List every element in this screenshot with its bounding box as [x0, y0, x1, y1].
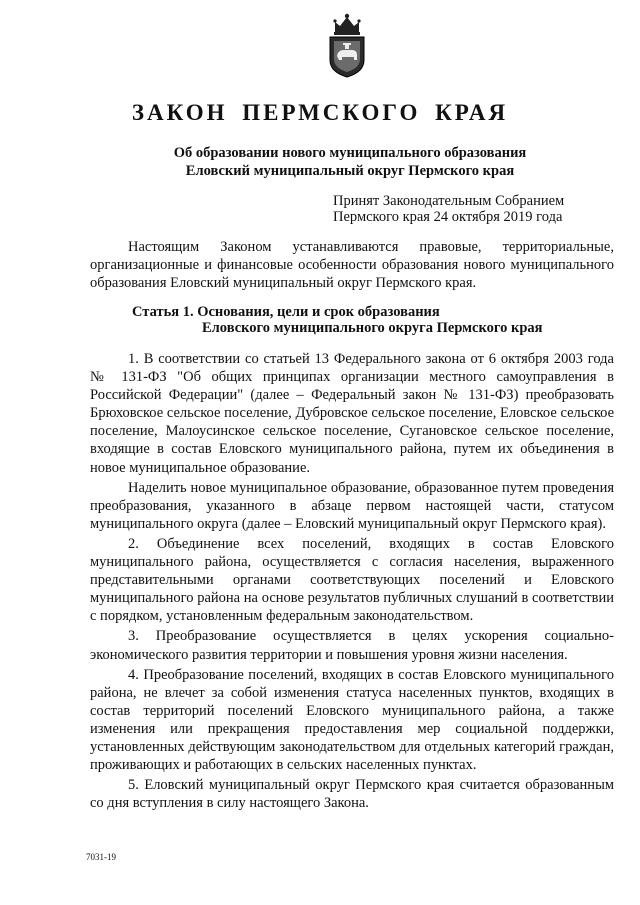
article-paragraph: 4. Преобразование поселений, входящих в состав Еловского муниципального района, не влечет за собой изменения статуса населенных пунктов, входящих в состав территорий поселений Еловского муниципального района, а также изменения или прекращения предоставления мер социальной поддержки, установленных действующим законодательством для отдельных категорий граждан, проживающих и работающих в сельских населенных пунктах. — [90, 666, 614, 774]
adoption-line: Пермского края 24 октября 2019 года — [333, 209, 563, 225]
article-heading — [132, 304, 543, 336]
preamble-paragraph: Настоящим Законом устанавливаются правовые, территориальные, организационные и финансовые особенности образования нового муниципального образования Еловский муниципальный округ Пермского края. — [90, 239, 614, 292]
subtitle-line: Еловский муниципальный округ Пермского края — [185, 163, 515, 179]
article-paragraph: 2. Объединение всех поселений, входящих в состав Еловского муниципального района, осуществляется с согласия населения, выраженного представительными органами соответствующих поселений и Еловского муниципального района на основе результатов публичных слушаний в соответствии с порядком, установленным федеральным законодательством. — [90, 535, 614, 625]
law-subtitle — [130, 144, 570, 180]
article-paragraph: 1. В соответствии со статьей 13 Федерального закона от 6 октября 2003 года № 131-ФЗ "Об общих принципах организации местного самоуправления в Российской Федерации" (далее – Федеральный закон № 131-ФЗ) преобразовать Брюховское сельское поселение, Дубровское сельское поселение, Еловское сельское поселение, Малоусинское сельское поселение, Сугановское сельское поселение, входящие в состав Еловского муниципального района, путем их объединения в новое муниципальное образование. — [90, 351, 614, 476]
law-title: ЗАКОН ПЕРМСКОГО КРАЯ — [131, 100, 509, 125]
document-code: 7031-19 — [86, 852, 116, 862]
article-heading-line: Статья 1. Основания, цели и срок образования — [132, 304, 440, 320]
article-paragraph: 3. Преобразование осуществляется в целях ускорения социально-экономического развития территории и повышения уровня жизни населения. — [90, 628, 614, 663]
perm-krai-coat-of-arms-icon — [326, 12, 368, 80]
article-paragraph: 5. Еловский муниципальный округ Пермского края считается образованным со дня вступления в силу настоящего Закона. — [90, 777, 614, 812]
subtitle-line: Об образовании нового муниципального образования — [173, 145, 527, 161]
adoption-line: Принят Законодательным Собранием — [333, 193, 565, 209]
article-paragraph: Наделить новое муниципальное образование, образованное путем проведения преобразования, указанного в абзаце первом настоящей части, статусом муниципального округа (далее – Еловский муниципальный округ Пермского края). — [90, 479, 614, 532]
adoption-note — [333, 193, 564, 225]
article-body — [90, 350, 614, 812]
preamble — [90, 238, 614, 292]
article-heading-line: Еловского муниципального округа Пермского края — [202, 320, 543, 336]
